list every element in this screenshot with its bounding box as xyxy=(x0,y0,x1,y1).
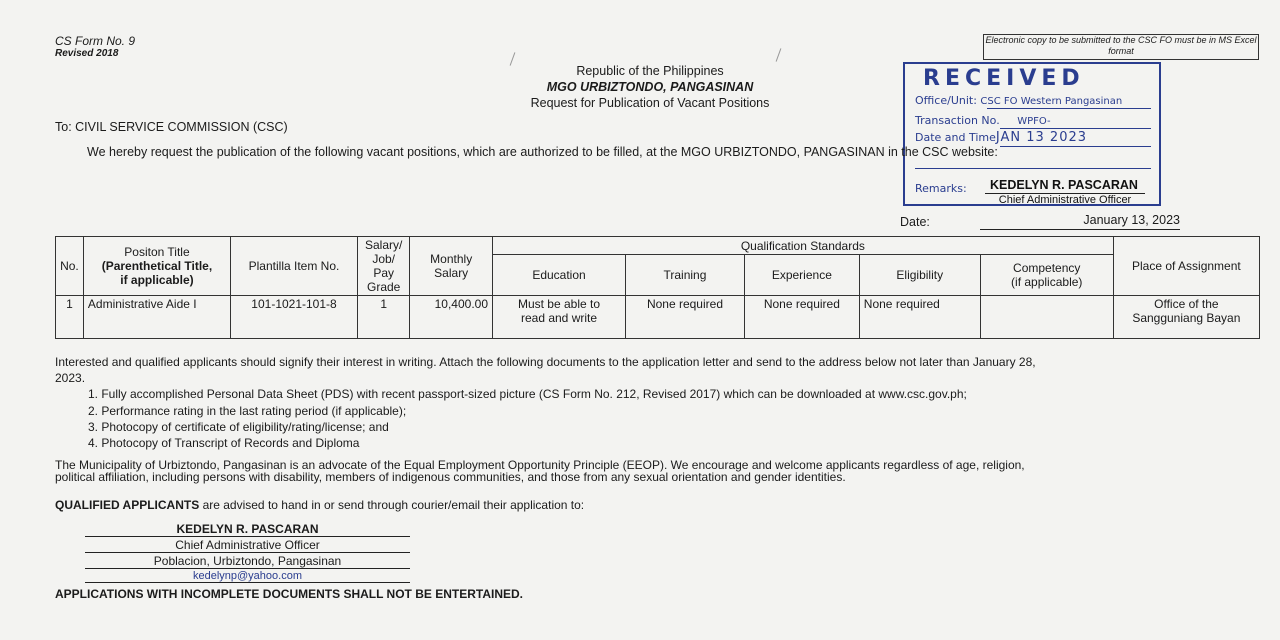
stamp-transaction xyxy=(915,114,1051,127)
cell-education-line: read and write xyxy=(520,311,598,325)
table-header-row xyxy=(56,237,1260,255)
col-title-line: if applicable) xyxy=(120,273,194,287)
cell-eligibility: None required xyxy=(859,296,980,339)
col-salary-line: Monthly xyxy=(430,252,473,266)
col-title-line: (Parenthetical Title, xyxy=(101,259,213,273)
document-item: 3. Photocopy of certificate of eligibility/rating/license; and xyxy=(88,420,389,434)
footer-warning: APPLICATIONS WITH INCOMPLETE DOCUMENTS SHALL NOT BE ENTERTAINED. xyxy=(55,587,523,601)
addressee: To: CIVIL SERVICE COMMISSION (CSC) xyxy=(55,120,288,134)
stamp-remarks: Remarks: xyxy=(915,182,967,195)
qualified-applicants-text xyxy=(55,498,584,512)
cell-grade: 1 xyxy=(357,296,409,339)
cell-place xyxy=(1113,296,1259,339)
cell-education xyxy=(493,296,626,339)
stamp-transaction-value: WPFO- xyxy=(1017,116,1051,127)
cell-plantilla: 101-1021-101-8 xyxy=(231,296,358,339)
col-place-assignment: Place of Assignment xyxy=(1113,237,1259,296)
stamp-date xyxy=(915,130,1087,145)
col-training: Training xyxy=(626,255,745,296)
request-text: We hereby request the publication of the following vacant positions, which are authorized to be filled, at the MGO URBIZTONDO, PANGASINAN in the CSC website: xyxy=(87,145,998,159)
electronic-copy-note: Electronic copy to be submitted to the CSC FO must be in MS Excel format xyxy=(983,34,1259,60)
form-revision: Revised 2018 xyxy=(55,48,119,59)
col-eligibility: Eligibility xyxy=(859,255,980,296)
vacant-positions-table xyxy=(55,236,1260,339)
col-plantilla: Plantilla Item No. xyxy=(231,237,358,296)
col-title-line: Positon Title xyxy=(124,245,190,259)
qualified-applicants-rest: are advised to hand in or send through courier/email their application to: xyxy=(199,498,585,512)
signatory-position: Chief Administrative Officer xyxy=(985,193,1145,206)
eeop-text: The Municipality of Urbiztondo, Pangasinan is an advocate of the Equal Employment Opportunity Principle (EEOP). We encourage and welcome applicants regardless of age, religion, xyxy=(55,458,1025,472)
col-sg-line: Salary/ xyxy=(365,238,403,252)
col-competency-line: Competency xyxy=(1013,261,1081,275)
col-competency-line: (if applicable) xyxy=(1011,275,1083,289)
cell-experience: None required xyxy=(744,296,859,339)
stamp-title: RECEIVED xyxy=(923,66,1085,91)
date-value: January 13, 2023 xyxy=(980,213,1180,230)
cell-no: 1 xyxy=(56,296,84,339)
stamp-line xyxy=(1000,146,1151,147)
col-monthly-salary xyxy=(410,237,493,296)
header-agency: MGO URBIZTONDO, PANGASINAN xyxy=(546,80,754,94)
col-sg-line: Grade xyxy=(367,280,401,294)
document-item: 2. Performance rating in the last rating period (if applicable); xyxy=(88,404,407,418)
eeop-text: political affiliation, including persons with disability, members of indigenous communities, and those from any sexual orientation and gender identities. xyxy=(55,470,846,484)
cell-competency xyxy=(980,296,1113,339)
document-item: 1. Fully accomplished Personal Data Sheet (PDS) with recent passport-sized picture (CS Form No. 212, Revised 2017) which can be downloaded at www.csc.gov.ph; xyxy=(88,387,967,401)
cell-training: None required xyxy=(626,296,745,339)
date-label: Date: xyxy=(900,215,930,229)
contact-position: Chief Administrative Officer xyxy=(85,538,410,553)
stamp-office xyxy=(915,94,1122,107)
cell-education-line: Must be able to xyxy=(517,297,601,311)
cell-salary: 10,400.00 xyxy=(410,296,493,339)
header-subject: Request for Publication of Vacant Positions xyxy=(530,96,770,110)
cell-place-line: Sangguniang Bayan xyxy=(1132,311,1241,325)
stamp-transaction-label: Transaction No. xyxy=(915,114,1000,127)
col-sg-line: Job/ xyxy=(372,252,396,266)
stamp-office-value: CSC FO Western Pangasinan xyxy=(980,96,1123,107)
stamp-date-label: Date and Time xyxy=(915,131,996,144)
signatory-name: KEDELYN R. PASCARAN xyxy=(990,178,1138,192)
table-row xyxy=(56,296,1260,339)
stamp-line xyxy=(987,108,1151,109)
instructions-line: Interested and qualified applicants should signify their interest in writing. Attach the following documents to the application letter and send to the address below not later than January 28, xyxy=(55,355,1036,369)
contact-address: Poblacion, Urbiztondo, Pangasinan xyxy=(85,554,410,569)
document-item: 4. Photocopy of Transcript of Records and Diploma xyxy=(88,436,360,450)
cell-place-line: Office of the xyxy=(1154,297,1219,311)
col-no: No. xyxy=(56,237,84,296)
instructions-line: 2023. xyxy=(55,371,86,385)
col-sg-line: Pay xyxy=(373,266,395,280)
header-country: Republic of the Philippines xyxy=(576,64,724,78)
cell-title: Administrative Aide I xyxy=(83,296,230,339)
col-qualification-standards: Qualification Standards xyxy=(493,237,1114,255)
contact-name: KEDELYN R. PASCARAN xyxy=(85,522,410,537)
contact-email-link[interactable]: kedelynp@yahoo.com xyxy=(85,570,410,583)
stamp-line xyxy=(1000,128,1151,129)
col-competency xyxy=(980,255,1113,296)
stamp-date-value: JAN 13 2023 xyxy=(995,130,1088,145)
form-number: CS Form No. 9 xyxy=(55,34,136,48)
col-education: Education xyxy=(493,255,626,296)
stamp-office-label: Office/Unit: xyxy=(915,94,977,107)
scan-mark xyxy=(776,48,782,61)
col-experience: Experience xyxy=(744,255,859,296)
col-salary-grade xyxy=(357,237,409,296)
col-salary-line: Salary xyxy=(434,266,469,280)
stamp-line xyxy=(915,168,1151,169)
qualified-applicants-bold: QUALIFIED APPLICANTS xyxy=(55,498,200,512)
col-position-title xyxy=(83,237,230,296)
